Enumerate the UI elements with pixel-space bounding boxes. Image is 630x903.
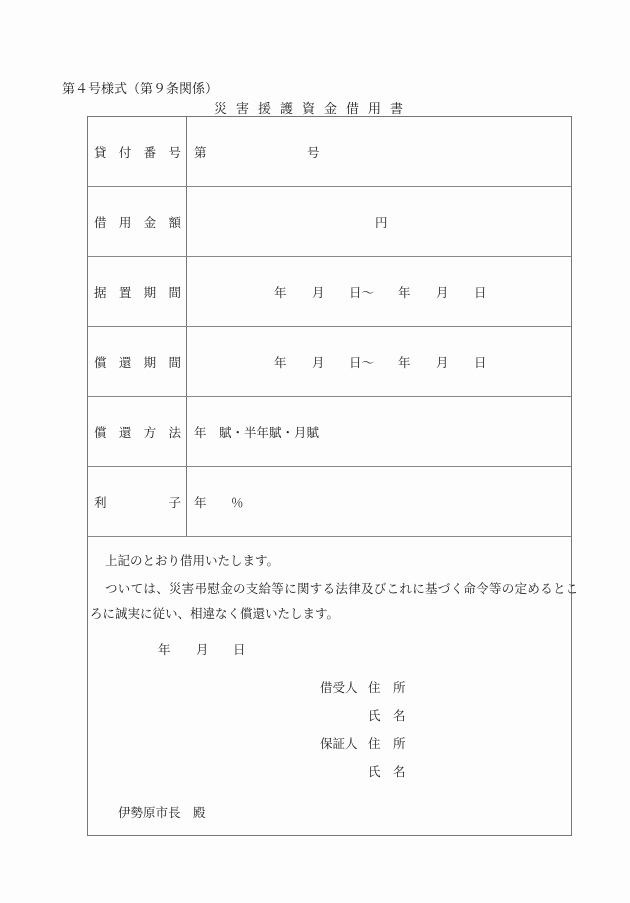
borrower-label: 借受人 — [320, 680, 358, 695]
unit: 年 — [274, 285, 287, 300]
unit: 月 — [436, 355, 449, 370]
row-repayment-period — [88, 327, 571, 397]
label-char: 番 — [143, 145, 157, 160]
guarantor-name-label: 氏 名 — [368, 764, 406, 779]
loan-form-table — [87, 116, 579, 836]
method-options: 年 賦・半年賦・月賦 — [194, 425, 320, 440]
declaration-line: ろに誠実に従い、相違なく償還いたします。 — [90, 606, 340, 621]
label-char: 子 — [168, 495, 181, 510]
unit: 年 — [274, 355, 287, 370]
row-loan-amount — [88, 187, 571, 257]
grace-period-field[interactable] — [187, 257, 571, 326]
label-char: 期 — [143, 285, 157, 300]
label-char: 借 — [94, 215, 107, 230]
label-char: 間 — [168, 285, 181, 300]
label-char: 還 — [118, 355, 132, 370]
interest-field[interactable] — [187, 467, 571, 536]
unit: 日～ — [349, 355, 375, 370]
guarantor-label: 保証人 — [320, 736, 358, 751]
label-char: 償 — [94, 355, 107, 370]
prefix: 第 — [194, 145, 207, 160]
borrower-address-label: 住 所 — [368, 680, 406, 695]
label-char: 用 — [118, 215, 132, 230]
guarantor-address-label: 住 所 — [368, 736, 406, 751]
unit: 日 — [474, 285, 487, 300]
date-month: 月 — [196, 642, 209, 657]
label-char: 置 — [118, 285, 132, 300]
document-title: 災害援護資金借用書 — [214, 102, 413, 117]
row-repayment-method — [88, 397, 571, 467]
unit: 日 — [474, 355, 487, 370]
label-char: 付 — [118, 145, 132, 160]
prefix: 年 — [194, 495, 207, 510]
declaration-line: ついては、災害弔慰金の支給等に関する法律及びこれに基づく命令等の定めるとこ — [105, 581, 579, 596]
form-number: 第４号様式（第９条関係） — [62, 82, 219, 97]
label-char: 方 — [143, 425, 157, 440]
label-char: 金 — [143, 215, 157, 230]
label-char: 貸 — [94, 145, 107, 160]
declaration-section — [88, 537, 579, 835]
label-char: 間 — [168, 355, 181, 370]
unit: 日～ — [349, 285, 375, 300]
label-char: 据 — [94, 285, 107, 300]
label-char: 償 — [94, 425, 107, 440]
row-grace-period — [88, 257, 571, 327]
unit: 月 — [436, 285, 449, 300]
addressee: 伊勢原市長 殿 — [118, 805, 206, 820]
unit: 年 — [398, 285, 411, 300]
repayment-period-field[interactable] — [187, 327, 571, 396]
percent-unit: ％ — [231, 495, 244, 510]
label-char: 還 — [118, 425, 132, 440]
row-loan-number — [88, 117, 571, 187]
declaration-line: 上記のとおり借用いたします。 — [105, 553, 280, 568]
label-char: 法 — [168, 425, 181, 440]
suffix: 号 — [307, 145, 320, 160]
label-char: 号 — [168, 145, 181, 160]
label-char: 期 — [143, 355, 157, 370]
date-year: 年 — [158, 642, 171, 657]
label-char: 利 — [94, 495, 107, 510]
repayment-method-field[interactable] — [187, 397, 571, 466]
borrower-name-label: 氏 名 — [368, 708, 406, 723]
loan-amount-field[interactable] — [187, 187, 571, 256]
date-day: 日 — [233, 642, 246, 657]
label-char: 額 — [168, 215, 181, 230]
loan-number-field[interactable] — [187, 117, 571, 186]
row-interest — [88, 467, 571, 537]
unit: 月 — [312, 285, 325, 300]
yen-unit: 円 — [375, 215, 388, 230]
unit: 月 — [312, 355, 325, 370]
unit: 年 — [398, 355, 411, 370]
